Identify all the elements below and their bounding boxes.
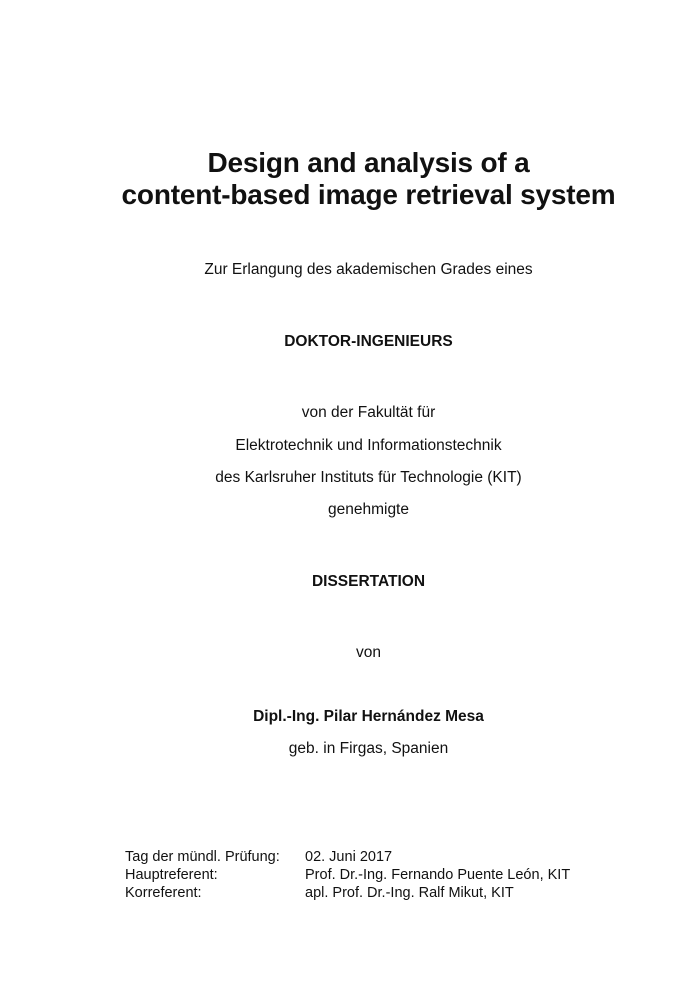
by-text: von — [356, 644, 381, 661]
exam-date-label: Tag der mündl. Prüfung: — [125, 849, 280, 865]
co-referee-label: Korreferent: — [125, 885, 202, 901]
thesis-title-line-1: Design and analysis of a — [207, 147, 530, 178]
main-referee-label: Hauptreferent: — [125, 867, 218, 883]
purpose-text: Zur Erlangung des akademischen Grades eines — [204, 261, 533, 278]
exam-date-value: 02. Juni 2017 — [305, 849, 393, 865]
co-referee-value: apl. Prof. Dr.-Ing. Ralf Mikut, KIT — [305, 885, 514, 901]
faculty-line-2: Elektrotechnik und Informationstechnik — [235, 437, 502, 454]
author-name: Dipl.-Ing. Pilar Hernández Mesa — [253, 708, 484, 725]
author-birthplace: geb. in Firgas, Spanien — [288, 740, 449, 757]
main-referee-value: Prof. Dr.-Ing. Fernando Puente León, KIT — [305, 867, 571, 883]
faculty-line-4: genehmigte — [327, 501, 409, 518]
document-type: DISSERTATION — [311, 573, 426, 590]
degree-title: DOKTOR-INGENIEURS — [284, 333, 453, 350]
faculty-line-3: des Karlsruher Instituts für Technologie (KIT) — [215, 469, 522, 486]
thesis-title-line-2: content-based image retrieval system — [121, 179, 616, 210]
faculty-line-1: von der Fakultät für — [301, 404, 436, 421]
